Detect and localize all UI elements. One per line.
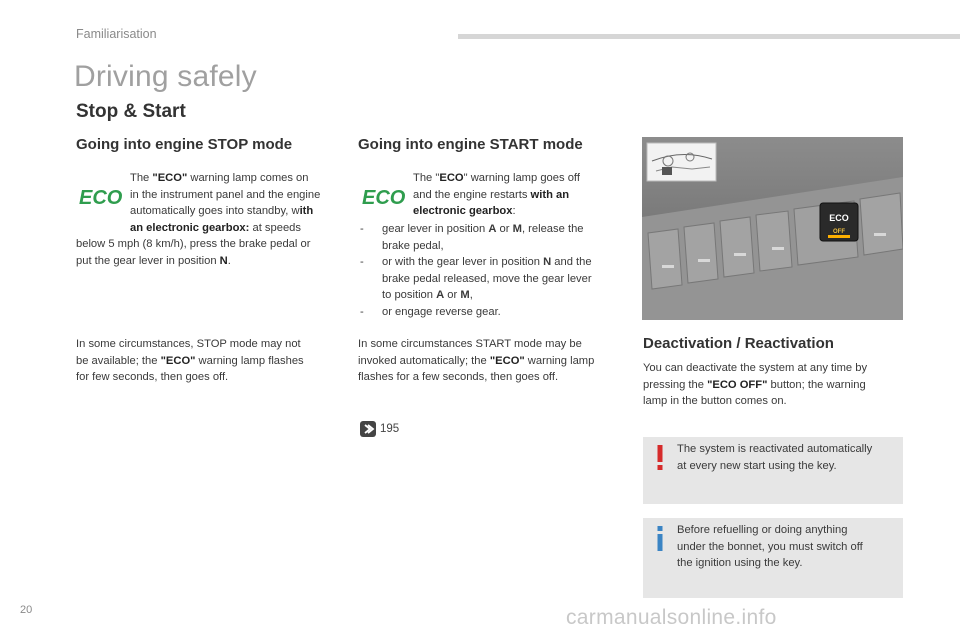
arrow-right-icon xyxy=(360,421,376,437)
eco-icon-text: ECO xyxy=(362,187,405,208)
info-note-box xyxy=(643,518,903,598)
exclamation-icon xyxy=(654,445,666,471)
list-item: - or with the gear lever in position N and the brake pedal released, move the gear lever to position A or M, xyxy=(360,256,592,301)
eco-warning-lamp-icon xyxy=(361,186,405,208)
stop-mode-note: In some circumstances, STOP mode may not be available; the "ECO" warning lamp flashes for few seconds, then goes off. xyxy=(76,338,304,383)
dashboard-photo xyxy=(642,137,903,320)
eco-warning-lamp-icon xyxy=(78,186,122,208)
list-item: - or engage reverse gear. xyxy=(360,305,501,318)
warning-note-text: The system is reactivated automatically at every new start using the key. xyxy=(677,443,873,472)
eco-button-line1: ECO xyxy=(829,213,849,223)
page-number: 20 xyxy=(20,604,33,616)
stop-mode-intro-bottom: below 5 mph (8 km/h), press the brake pedal or put the gear lever in position N. xyxy=(76,238,311,267)
page-reference-link[interactable] xyxy=(360,421,399,437)
section-label: Familiarisation xyxy=(76,27,157,41)
deactivation-title: Deactivation / Reactivation xyxy=(643,335,834,352)
page-title: Driving safely xyxy=(74,60,257,93)
deactivation-text: You can deactivate the system at any time by pressing the "ECO OFF" button; the warning lamp in the button comes on. xyxy=(643,362,868,407)
start-mode-note: In some circumstances START mode may be invoked automatically; the "ECO" warning lamp flashes for a few seconds, then goes off. xyxy=(358,338,595,383)
eco-icon-text: ECO xyxy=(79,187,122,208)
stop-mode-intro-top: The "ECO" warning lamp comes on in the instrument panel and the engine automatically goes into standby, with an electronic gearbox: at speeds xyxy=(130,172,321,234)
info-icon xyxy=(654,526,666,552)
start-conditions-list xyxy=(360,221,625,320)
eco-off-button-photo xyxy=(642,137,903,320)
eco-button-line2: OFF xyxy=(833,229,845,235)
warning-note-box xyxy=(643,437,903,504)
start-mode-intro: The "ECO" warning lamp goes off and the engine restarts with an electronic gearbox: xyxy=(413,172,580,217)
page-reference-number: 195 xyxy=(380,423,400,435)
list-item: - gear lever in position A or M, release the brake pedal, xyxy=(360,223,584,252)
header-rule xyxy=(458,34,960,39)
watermark: carmanualsonline.info xyxy=(566,606,777,629)
info-note-text: Before refuelling or doing anything under the bonnet, you must switch off the ignition using the key. xyxy=(677,524,863,569)
stop-mode-title: Going into engine STOP mode xyxy=(76,136,293,153)
start-mode-title: Going into engine START mode xyxy=(358,136,583,153)
section-subtitle: Stop & Start xyxy=(76,101,186,122)
